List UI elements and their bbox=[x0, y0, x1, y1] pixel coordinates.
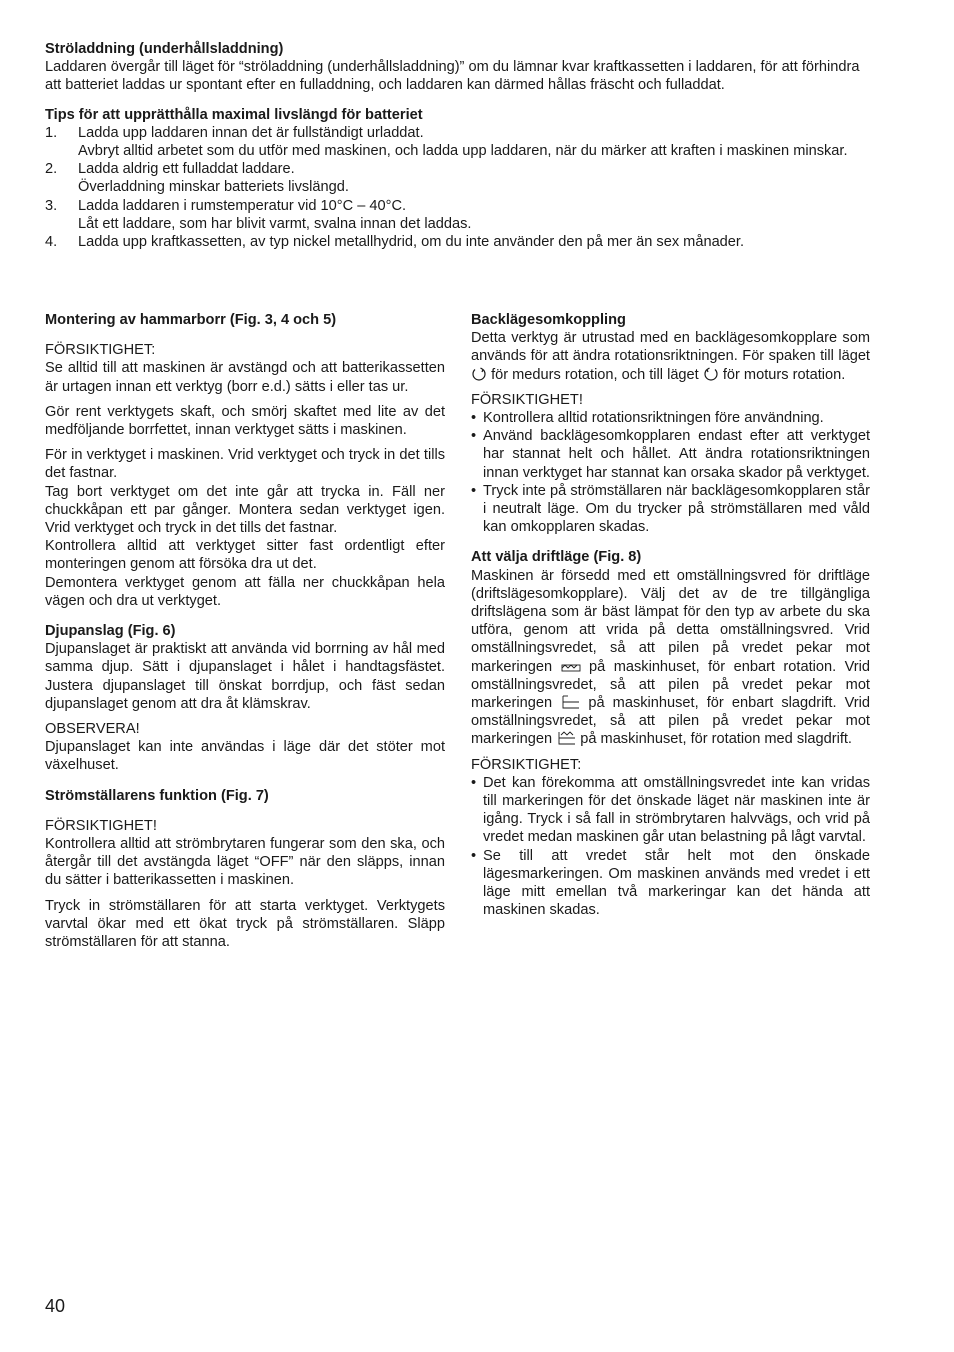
text-run: på maskinhuset, för rotation med slagdrift. bbox=[580, 731, 852, 748]
list-number: 3. bbox=[45, 197, 58, 214]
section-heading-djupanslag: Djupanslag (Fig. 6) bbox=[45, 623, 176, 640]
list-text: Ladda upp kraftkassetten, av typ nickel metallhydrid, om du inte använder den på mer än sex månader. bbox=[78, 234, 745, 251]
list-text: Ladda aldrig ett fulladdat laddare. bbox=[78, 161, 295, 178]
bullet-text: Se till att vredet står helt mot den önskade lägesmarkeringen. Om maskinen används med vredet i ett läge mitt emellan två markeringar kan det hända att maskinen skadas. bbox=[483, 847, 870, 919]
section-heading-stroladdning: Ströladdning (underhållsladdning) bbox=[45, 41, 284, 57]
paragraph-backlage bbox=[471, 329, 870, 384]
bullet-item bbox=[471, 409, 870, 427]
text-run: Detta verktyg är utrustad med en backlägesomkopplare som används för att ändra rotationsriktningen. För spaken till läget bbox=[471, 330, 870, 365]
paragraph-stroladdning: Laddaren övergår till läget för “ströladdning (underhållsladdning)” om du lämnar kvar kraftkassetten i laddaren, för att förhindra att batteriet laddas ur spontant efter en fulladdning, och laddaren kan därmed hållas fräscht och fulladdat. bbox=[45, 59, 860, 94]
bullet-item bbox=[471, 847, 870, 920]
list-number: 1. bbox=[45, 124, 58, 141]
list-item bbox=[45, 160, 870, 196]
top-section bbox=[45, 40, 870, 251]
paragraph: Tag bort verktyget om det inte går att trycka in. Fäll ner chuckkåpan ett par gånger. Montera sedan verktyget igen. Vrid verktyget och tryck in det tills det fastnar. bbox=[45, 483, 445, 537]
bullet-item bbox=[471, 427, 870, 482]
bullet-icon: • bbox=[471, 428, 477, 445]
bullet-icon: • bbox=[471, 482, 477, 499]
right-column bbox=[471, 311, 870, 920]
list-number: 2. bbox=[45, 161, 58, 178]
paragraph: Kontrollera alltid att verktyget sitter fast ordentligt efter monteringen genom att försöka dra ut det. bbox=[45, 538, 445, 573]
bullet-item bbox=[471, 774, 870, 847]
caution-label: FÖRSIKTIGHET! bbox=[45, 817, 157, 834]
section-heading-tips: Tips för att upprätthålla maximal livslängd för batteriet bbox=[45, 106, 423, 123]
list-text: Ladda laddaren i rumstemperatur vid 10°C – 40°C. bbox=[78, 197, 407, 214]
hammer-rotation-icon bbox=[556, 730, 576, 746]
bullet-item bbox=[471, 482, 870, 537]
left-column bbox=[45, 311, 445, 951]
paragraph: Gör rent verktygets skaft, och smörj skaftet med lite av det medföljande borrfettet, innan verktyget sätts i maskinen. bbox=[45, 403, 445, 439]
text-run: för moturs rotation. bbox=[722, 366, 846, 383]
tips-list bbox=[45, 124, 870, 251]
paragraph: Demontera verktyget genom att fälla ner chuckkåpan hela vägen och dra ut verktyget. bbox=[45, 574, 445, 609]
bullet-icon: • bbox=[471, 774, 477, 791]
drill-bit-rotation-icon bbox=[561, 662, 581, 674]
caution-label: FÖRSIKTIGHET: bbox=[45, 342, 156, 359]
counterclockwise-arrow-icon bbox=[703, 366, 719, 382]
caution-text: Kontrollera alltid att strömbrytaren fungerar som den ska, och återgår till det avstängda läget “OFF” när den släpps, innan du sätter i batterikassetten i maskinen. bbox=[45, 836, 445, 889]
list-item bbox=[45, 197, 870, 233]
bullet-text: Kontrollera alltid rotationsriktningen före användning. bbox=[483, 410, 824, 427]
hammer-only-icon bbox=[560, 694, 580, 710]
paragraph: Djupanslaget är praktiskt att använda vid borrning av hål med samma djup. Sätt i djupanslaget i hålet i handtagsfästet. Justera djupanslaget till önskat borrdjup, och fäst sedan djupanslaget genom att dra åt klämskrav. bbox=[45, 641, 445, 712]
bullet-text: Det kan förekomma att omställningsvredet inte kan vridas till markeringen för det önskade läget när maskinen inte är igång. Tryck i så fall in strömbrytaren halvvägs, och vrid på vredet medan maskinen går utan belastning på lågt varvtal. bbox=[483, 774, 870, 846]
paragraph-driftlage bbox=[471, 567, 870, 749]
list-item bbox=[45, 124, 870, 160]
page-number: 40 bbox=[45, 1296, 66, 1316]
bullet-icon: • bbox=[471, 847, 477, 864]
list-text: Låt ett laddare, som har blivit varmt, svalna innan det laddas. bbox=[78, 215, 472, 232]
list-text: Överladdning minskar batteriets livslängd. bbox=[78, 179, 349, 196]
bullet-text: Använd backlägesomkopplaren endast efter att verktyget har stannat helt och hållet. Att ändra rotationsriktningen innan verktyget har stannat kan orsaka skador på verktyget. bbox=[483, 428, 870, 481]
section-heading-driftlage: Att välja driftläge (Fig. 8) bbox=[471, 549, 642, 566]
list-item bbox=[45, 233, 870, 251]
paragraph: För in verktyget i maskinen. Vrid verktyget och tryck in det tills det fastnar. bbox=[45, 447, 445, 482]
bullet-text: Tryck inte på strömställaren när backlägesomkopplaren står i neutralt läge. Om du trycker på strömställaren med våld kan omkopplaren skadas. bbox=[483, 482, 870, 536]
list-text: Ladda upp laddaren innan det är fullständigt urladdat. bbox=[78, 124, 424, 141]
paragraph: Tryck in strömställaren för att starta verktyget. Verktygets varvtal ökar med ett ökat tryck på strömställaren. Släpp strömställaren för att stanna. bbox=[45, 897, 445, 951]
caution-text: Se alltid till att maskinen är avstängd och att batterikassetten är urtagen innan ett verktyg (borr e.d.) sätts i eller tas ur. bbox=[45, 360, 445, 395]
note-text: Djupanslaget kan inte användas i läge där det stöter mot växelhuset. bbox=[45, 739, 445, 774]
text-run: på maskinhuset, för enbart slagdrift. Vrid omställningsvredet, så att pilen på vredet pekar mot markeringen bbox=[471, 695, 871, 748]
caution-label: FÖRSIKTIGHET! bbox=[471, 391, 583, 408]
section-heading-montering: Montering av hammarborr (Fig. 3, 4 och 5) bbox=[45, 312, 337, 328]
bullet-icon: • bbox=[471, 410, 477, 427]
text-run: Maskinen är försedd med ett omställningsvred för driftläge (driftslägesomkopplare). Välj det av de tre tillgängliga driftslägena som är bäst lämpat för den typ av arbete du ska utföra, genom att vrida på detta omställningsvred. Vrid omställningsvredet, så att pilen på vredet pekar mot markeringen bbox=[471, 567, 870, 675]
note-label: OBSERVERA! bbox=[45, 721, 140, 738]
section-heading-stromstallare: Strömställarens funktion (Fig. 7) bbox=[45, 787, 269, 804]
section-heading-backlage: Backlägesomkoppling bbox=[471, 312, 626, 328]
clockwise-arrow-icon bbox=[471, 366, 487, 382]
list-number: 4. bbox=[45, 234, 58, 251]
caution-label: FÖRSIKTIGHET: bbox=[471, 756, 582, 773]
text-run: för medurs rotation, och till läget bbox=[491, 366, 699, 383]
list-text: Avbryt alltid arbetet som du utför med maskinen, och ladda upp laddaren, när du märker att kraften i maskinen minskar. bbox=[78, 143, 848, 160]
text-run: på maskinhuset, för enbart rotation. Vrid omställningsvredet, så att pilen på vredet pekar mot markeringen bbox=[471, 658, 871, 712]
